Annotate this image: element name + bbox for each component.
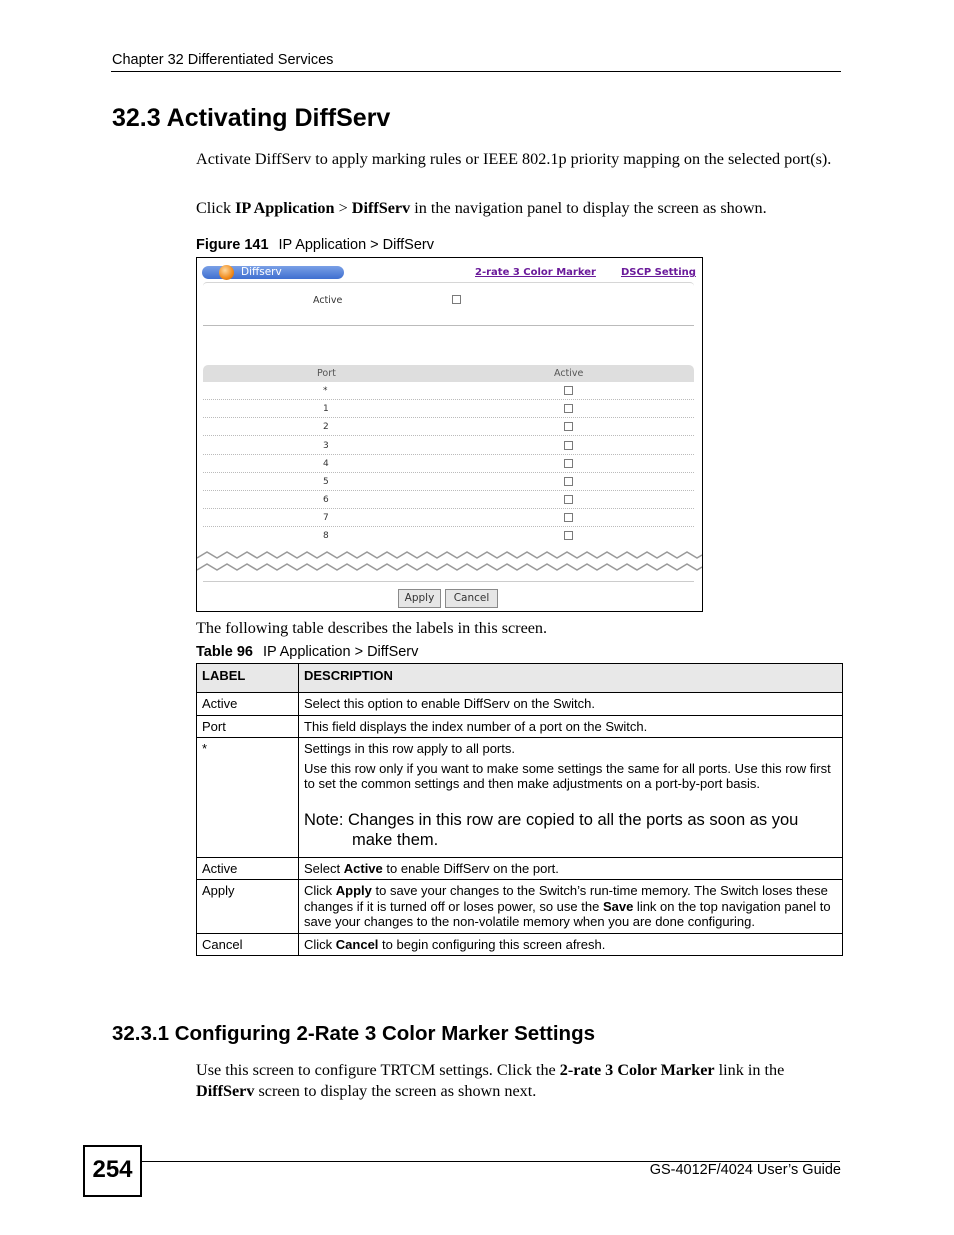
p3-text: screen to display the screen as shown next. xyxy=(254,1082,537,1100)
figure-caption xyxy=(196,237,434,253)
orange-dot-icon xyxy=(219,265,234,280)
table-row xyxy=(197,933,843,956)
desc-bold: Save xyxy=(602,898,634,914)
port-number: 3 xyxy=(323,441,329,451)
port-active-checkbox[interactable] xyxy=(564,441,573,450)
guide-title: GS-4012F/4024 User’s Guide xyxy=(649,1162,841,1178)
table-row xyxy=(197,880,843,934)
screen-title: Diffserv xyxy=(241,266,282,278)
cancel-button[interactable]: Cancel xyxy=(445,589,498,608)
diffserv-screenshot xyxy=(196,257,703,612)
settings-panel xyxy=(203,282,694,321)
desc-text: link on the top navigation panel to save your changes to the non-volatile memory when you are done configuring. xyxy=(304,898,831,929)
p2-text: > xyxy=(334,199,352,217)
port-active-checkbox[interactable] xyxy=(564,404,573,413)
port-number: * xyxy=(323,386,328,396)
table-row xyxy=(197,857,843,880)
row-label: * xyxy=(197,738,299,858)
port-active-checkbox[interactable] xyxy=(564,386,573,395)
table-caption-text: IP Application > DiffServ xyxy=(262,644,419,660)
dscp-setting-link[interactable]: DSCP Setting xyxy=(621,267,696,278)
row-label: Cancel xyxy=(197,933,299,956)
divider xyxy=(203,581,694,582)
navigation-paragraph xyxy=(196,198,836,219)
table-row xyxy=(203,473,694,491)
divider xyxy=(203,325,694,326)
table-row xyxy=(203,455,694,473)
row-description: Select this option to enable DiffServ on the Switch. xyxy=(299,693,843,716)
port-number: 6 xyxy=(323,495,329,505)
note-text: Note: Changes in this row are copied to all the ports as soon as you make them. xyxy=(304,810,799,849)
table-header-row xyxy=(197,664,843,693)
description-header: DESCRIPTION xyxy=(299,664,843,693)
table-row xyxy=(203,437,694,455)
p3-bold: DiffServ xyxy=(196,1082,255,1100)
table-row xyxy=(203,509,694,527)
port-table-header xyxy=(203,365,694,382)
desc-text: Click xyxy=(304,936,336,952)
figure-label: Figure 141 xyxy=(196,237,269,253)
desc-text: to begin configuring this screen afresh. xyxy=(378,936,606,952)
row-description xyxy=(299,880,843,934)
port-column-header: Port xyxy=(317,368,336,379)
trtcm-link[interactable]: 2-rate 3 Color Marker xyxy=(475,267,596,278)
row-label: Port xyxy=(197,715,299,738)
active-column-header: Active xyxy=(554,368,584,379)
p3-bold: 2-rate 3 Color Marker xyxy=(559,1061,715,1079)
port-active-checkbox[interactable] xyxy=(564,531,573,540)
port-active-checkbox[interactable] xyxy=(564,422,573,431)
description-line: Settings in this row apply to all ports. xyxy=(304,741,515,756)
p2-bold: IP Application xyxy=(235,199,335,217)
table-row xyxy=(203,527,694,545)
port-number: 7 xyxy=(323,513,329,523)
desc-bold: Apply xyxy=(335,883,372,898)
page-number: 254 xyxy=(83,1145,142,1197)
running-header: Chapter 32 Differentiated Services xyxy=(112,52,334,68)
row-description xyxy=(299,933,843,956)
table-caption xyxy=(196,644,418,660)
desc-text: Select xyxy=(304,860,344,876)
active-checkbox[interactable] xyxy=(452,295,461,304)
table-row xyxy=(197,715,843,738)
row-label: Active xyxy=(197,693,299,716)
port-number: 2 xyxy=(323,422,329,432)
p2-bold: DiffServ xyxy=(351,199,411,217)
apply-button[interactable]: Apply xyxy=(398,589,441,608)
page-break-wave xyxy=(197,544,702,574)
section-title: 32.3 Activating DiffServ xyxy=(112,104,391,132)
p2-text: Click xyxy=(196,199,236,217)
description-line: Use this row only if you want to make some settings the same for all ports. Use this row first to set the common settings and then make adjustments on a port-by-port basis. xyxy=(304,760,831,791)
port-number: 8 xyxy=(323,531,329,541)
desc-text: to save your changes to the Switch’s run-time memory. The Switch loses these changes if it is turned off or loses power, so use the xyxy=(304,883,828,914)
port-number: 5 xyxy=(323,477,329,487)
active-label: Active xyxy=(313,295,343,306)
label-header: LABEL xyxy=(197,664,299,693)
port-active-checkbox[interactable] xyxy=(564,513,573,522)
desc-text: to enable DiffServ on the port. xyxy=(382,860,559,876)
port-number: 4 xyxy=(323,459,329,469)
table-row xyxy=(203,382,694,400)
table-label: Table 96 xyxy=(196,644,253,660)
port-active-checkbox[interactable] xyxy=(564,495,573,504)
intro-paragraph: Activate DiffServ to apply marking rules or IEEE 802.1p priority mapping on the selected port(s). xyxy=(196,150,832,168)
row-label: Apply xyxy=(197,880,299,934)
port-active-checkbox[interactable] xyxy=(564,477,573,486)
p2-text: in the navigation panel to display the screen as shown. xyxy=(410,199,767,217)
desc-bold: Cancel xyxy=(335,936,379,952)
desc-text: Click xyxy=(304,883,336,898)
description-table xyxy=(196,663,843,956)
row-description: This field displays the index number of a port on the Switch. xyxy=(299,715,843,738)
port-active-checkbox[interactable] xyxy=(564,459,573,468)
row-description xyxy=(299,857,843,880)
table-row xyxy=(203,400,694,418)
table-row xyxy=(197,693,843,716)
p3-text: Use this screen to configure TRTCM settings. Click the xyxy=(196,1061,560,1079)
table-row xyxy=(203,418,694,436)
table-row xyxy=(197,738,843,858)
trtcm-paragraph xyxy=(196,1060,836,1102)
row-label: Active xyxy=(197,857,299,880)
subsection-title: 32.3.1 Configuring 2-Rate 3 Color Marker Settings xyxy=(112,1022,595,1045)
figure-caption-text: IP Application > DiffServ xyxy=(278,237,434,253)
row-description xyxy=(299,738,843,858)
desc-bold: Active xyxy=(343,860,383,876)
header-rule xyxy=(111,71,841,72)
port-number: 1 xyxy=(323,404,329,414)
p3-text: link in the xyxy=(714,1061,785,1079)
table-row xyxy=(203,491,694,509)
table-intro: The following table describes the labels in this screen. xyxy=(196,619,548,637)
